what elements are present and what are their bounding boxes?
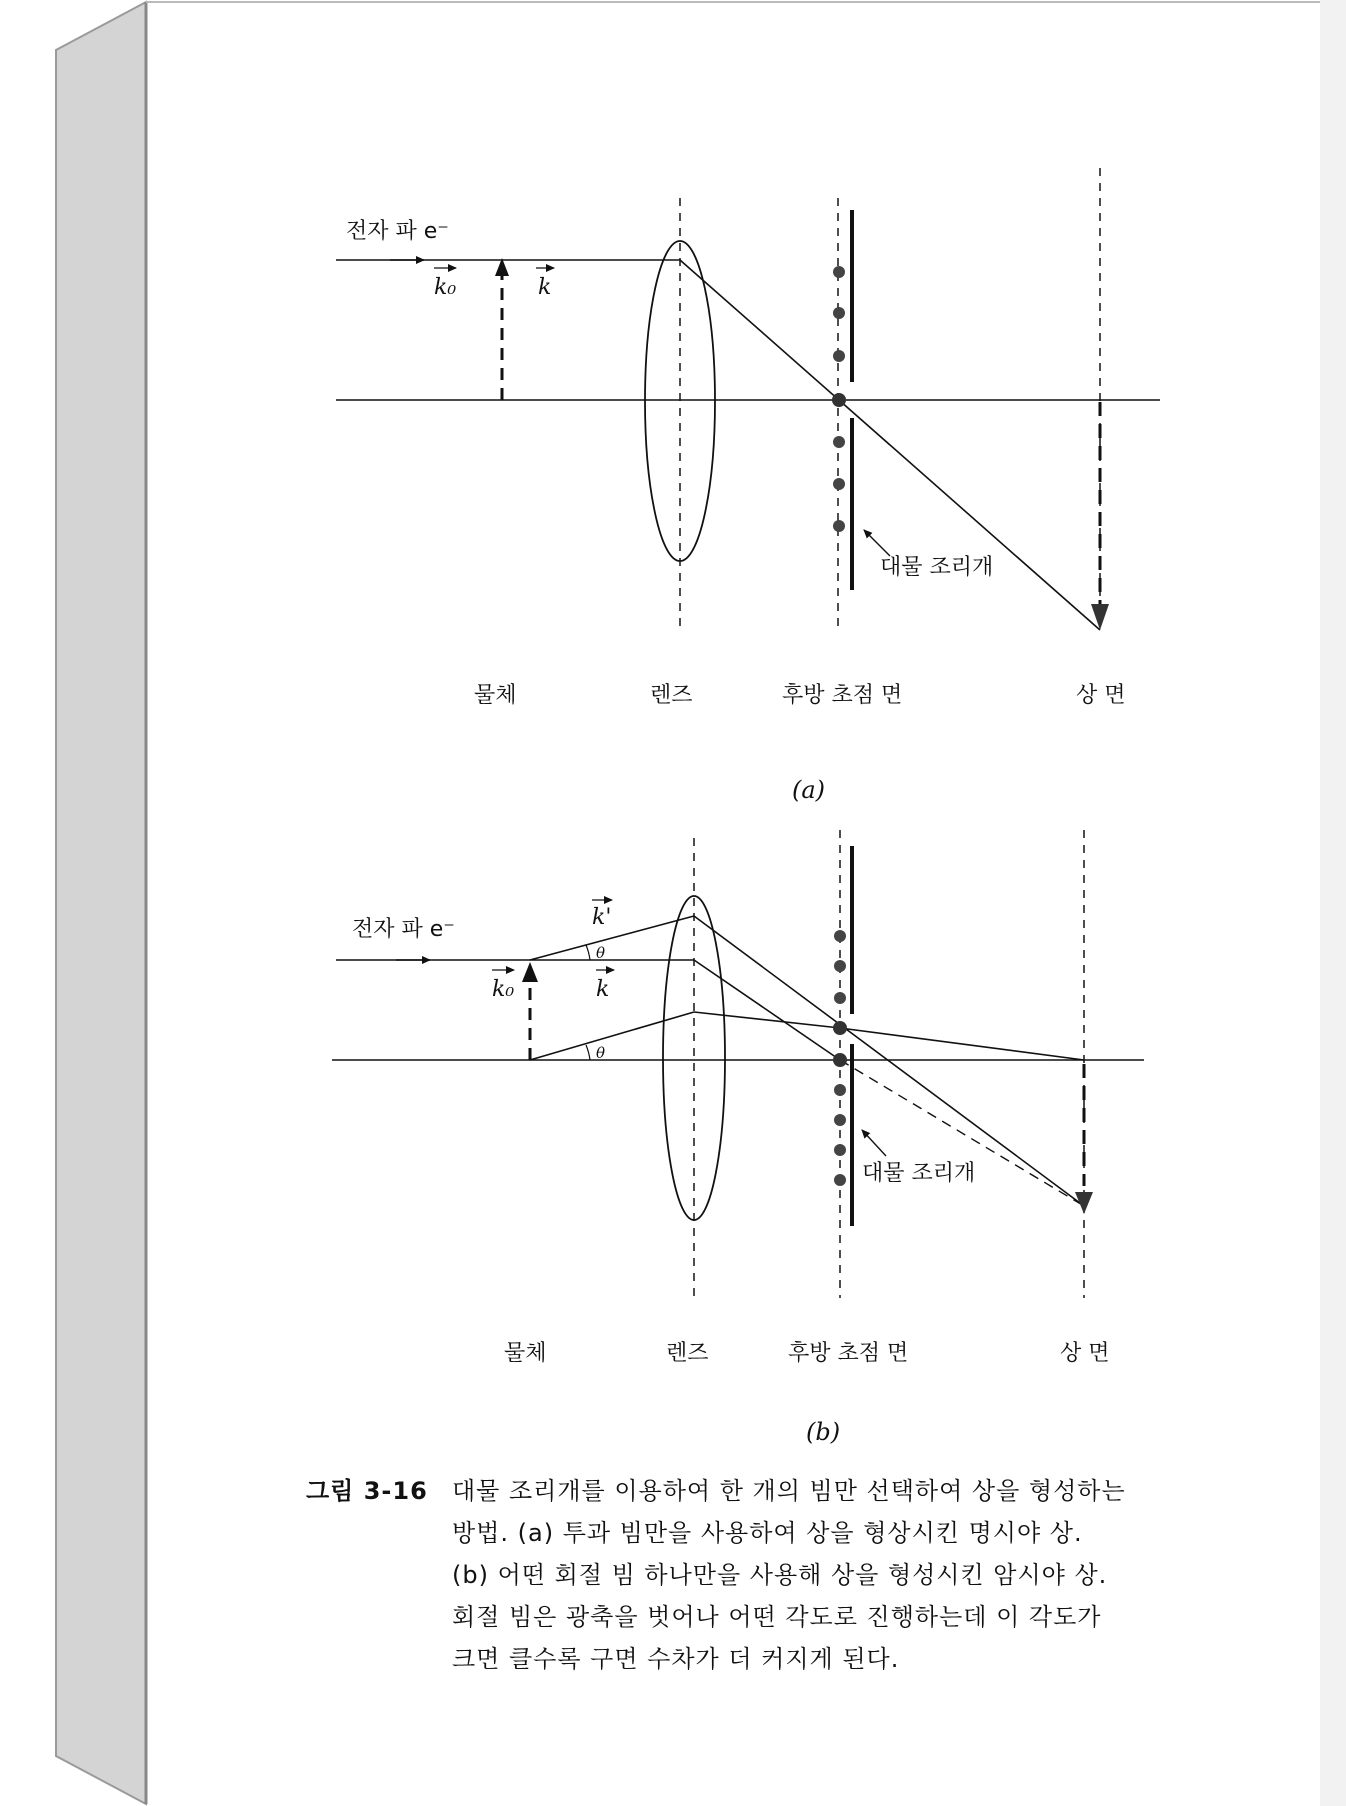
theta-label-upper: θ <box>596 944 606 962</box>
caption-line: 방법. (a) 투과 빔만을 사용하여 상을 형상시킨 명시야 상. <box>452 1519 1083 1547</box>
diffraction-spot <box>833 436 845 448</box>
axis-label-image-a: 상 면 <box>1076 683 1126 708</box>
caption-line: 회절 빔은 광축을 벗어나 어떤 각도로 진행하는데 이 각도가 <box>452 1603 1102 1631</box>
figure-a <box>336 168 1160 804</box>
caption-body <box>452 1470 1212 1680</box>
axis-label-object-b: 물체 <box>504 1341 547 1366</box>
transmitted-spot <box>833 1053 847 1067</box>
theta-arc-lower <box>586 1045 590 1060</box>
axis-label-bfp-b: 후방 초점 면 <box>788 1341 909 1366</box>
diffraction-spot <box>833 350 845 362</box>
image-arrowhead-a <box>1091 604 1109 630</box>
base-to-image-b <box>840 1028 1084 1060</box>
theta-arc-upper <box>586 945 590 960</box>
diffraction-spot <box>833 520 845 532</box>
diffraction-spot <box>834 930 846 942</box>
k-prime-label-b: k' <box>592 905 612 930</box>
diffraction-spot <box>833 478 845 490</box>
caption-line: 크면 클수록 구면 수차가 더 커지게 된다. <box>452 1645 900 1673</box>
k-vector-b <box>596 970 614 1002</box>
panel-label-a: (a) <box>792 776 826 804</box>
diffraction-spot <box>833 307 845 319</box>
transmitted-spot <box>832 393 846 407</box>
aperture-label-a: 대물 조리개 <box>880 555 994 580</box>
k-vector-a <box>536 268 554 300</box>
object-arrowhead-b <box>522 962 538 982</box>
diffraction-spot <box>834 960 846 972</box>
transmitted-refracted-b <box>694 960 840 1060</box>
axis-label-object-a: 물체 <box>474 683 517 708</box>
k0-vector-b <box>492 970 514 1002</box>
panel-label-b: (b) <box>806 1418 841 1446</box>
caption-line: (b) 어떤 회절 빔 하나만을 사용해 상을 형성시킨 암시야 상. <box>452 1561 1108 1589</box>
diffraction-spot <box>834 1144 846 1156</box>
diffraction-spot <box>834 1084 846 1096</box>
diffraction-spot <box>834 1114 846 1126</box>
caption-line: 대물 조리개를 이용하여 한 개의 빔만 선택하여 상을 형성하는 <box>452 1477 1126 1505</box>
diffraction-spot <box>833 266 845 278</box>
figure-b <box>332 830 1144 1446</box>
axis-label-bfp-a: 후방 초점 면 <box>782 683 903 708</box>
aperture-pointer-a <box>864 530 890 556</box>
aperture-pointer-b <box>862 1130 886 1156</box>
k-label-a: k <box>538 275 552 300</box>
base-refracted-ray-b <box>694 1012 840 1028</box>
k0-vector-a <box>434 268 456 300</box>
theta-label-lower: θ <box>596 1044 606 1062</box>
selected-diffraction-spot <box>833 1021 847 1035</box>
k0-label-a: k₀ <box>434 275 457 300</box>
axis-label-image-b: 상 면 <box>1060 1341 1110 1366</box>
base-diffracted-ray-b <box>530 1012 694 1060</box>
diffraction-spot <box>834 1174 846 1186</box>
axis-label-lens-a: 렌즈 <box>650 683 693 708</box>
figure-number: 그림 3-16 <box>306 1477 428 1505</box>
axis-label-lens-b: 렌즈 <box>666 1341 709 1366</box>
aperture-label-b: 대물 조리개 <box>862 1161 976 1186</box>
k-prime-vector-b <box>592 900 612 930</box>
wave-label-b: 전자 파 e⁻ <box>352 917 455 942</box>
diffraction-spot <box>834 992 846 1004</box>
k0-label-b: k₀ <box>492 977 515 1002</box>
k-label-b: k <box>596 977 610 1002</box>
wave-label-a: 전자 파 e⁻ <box>346 219 449 244</box>
